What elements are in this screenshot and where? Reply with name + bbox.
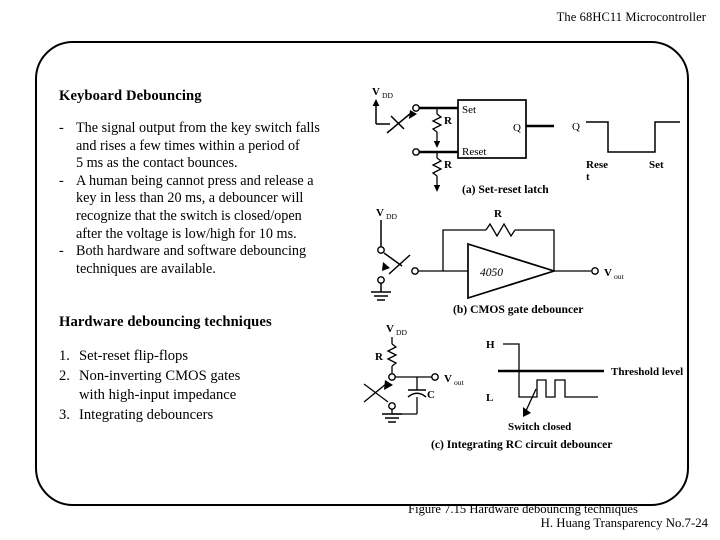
panel-c-level-low-label: L: [486, 392, 494, 404]
bullet-line: techniques are available.: [76, 260, 216, 277]
list-item: [59, 243, 369, 278]
panel-a-r1-zigzag: [433, 114, 441, 132]
bullet-line: A human being cannot press and release a: [76, 172, 314, 189]
panel-b-vdd-label: V: [376, 207, 384, 219]
list-line: Non-inverting CMOS gates: [79, 367, 241, 384]
panel-a-q-waveform: [586, 122, 680, 152]
list-number: 1.: [59, 348, 70, 365]
panel-b-switch-cross: [389, 255, 410, 274]
list-item: [59, 347, 369, 367]
panel-b-caption: (b) CMOS gate debouncer: [453, 303, 584, 316]
bullet-list: [59, 120, 369, 278]
panel-b-resistor-zigzag: [486, 224, 515, 236]
panel-a-set-label: Set: [462, 104, 477, 116]
panel-c-vout-subscript: out: [454, 378, 464, 387]
panel-a-r1-label: R: [444, 115, 452, 127]
panel-a-vdd-subscript: DD: [382, 91, 393, 100]
panel-b-node-terminal: [412, 268, 418, 274]
list-number: 3.: [59, 406, 70, 423]
text-column: [59, 88, 369, 425]
panel-a-bottom-terminal: [413, 149, 419, 155]
panel-c-cap-plate-bottom: [408, 393, 426, 397]
list-item: [59, 173, 369, 243]
panel-b-vout-subscript: out: [614, 272, 624, 281]
panel-b-resistor-label: R: [494, 208, 502, 220]
panel-c-caption: (c) Integrating RC circuit debouncer: [431, 438, 613, 451]
bullet-line: after the voltage is low/high for 10 ms.: [76, 225, 297, 242]
panel-a-top-terminal: [413, 105, 419, 111]
section-heading-hardware-techniques: Hardware debouncing techniques: [59, 314, 272, 331]
panel-b-ground-terminal: [378, 277, 384, 283]
panel-c-vdd-label: V: [386, 323, 394, 335]
panel-b-feedback-left: [443, 230, 486, 271]
panel-c-ground-icon: [382, 414, 402, 422]
list-line: with high-input impedance: [79, 387, 237, 404]
panel-c-switch-arrow-icon: [384, 380, 393, 390]
list-line: Integrating debouncers: [79, 406, 214, 423]
panel-c-resistor-zigzag: [388, 344, 396, 366]
page-header-title: The 68HC11 Microcontroller: [556, 10, 706, 24]
panel-b-vout-label: V: [604, 267, 612, 279]
panel-a-set-reset-latch: [358, 78, 688, 200]
panel-c-node-top-terminal: [389, 374, 395, 380]
numbered-list: [59, 347, 369, 425]
list-item: [59, 367, 369, 406]
panel-c-threshold-label: Threshold level: [611, 366, 684, 378]
figure-hardware-debouncing: [358, 78, 688, 516]
panel-b-top-terminal: [378, 247, 384, 253]
bullet-dash-icon: -: [59, 243, 64, 260]
panel-a-reset-label: Reset: [462, 146, 487, 158]
list-item: [59, 406, 369, 426]
panel-b-gate-label: 4050: [480, 267, 503, 279]
page-footer: H. Huang Transparency No.7-24: [540, 516, 708, 530]
panel-b-vdd-subscript: DD: [386, 212, 397, 221]
panel-c-vout-label: V: [444, 373, 452, 385]
panel-a-wave-set-label: Set: [649, 159, 664, 171]
figure-caption: Figure 7.15 Hardware debouncing techniques: [408, 502, 638, 516]
panel-c-capacitor-label: C: [427, 389, 435, 401]
panel-c-vdd-subscript: DD: [396, 328, 407, 337]
panel-c-output-terminal: [432, 374, 438, 380]
panel-a-caption: (a) Set-reset latch: [462, 183, 549, 196]
panel-a-vdd-arrow-icon: [373, 99, 380, 106]
panel-a-wave-reset-label-line2: t: [586, 171, 590, 183]
list-item: [59, 120, 369, 173]
panel-a-r2-ground-arrow-icon: [434, 185, 440, 192]
panel-b-cmos-gate-debouncer: [358, 200, 688, 318]
list-number: 2.: [59, 367, 70, 384]
section-heading-keyboard-debouncing: Keyboard Debouncing: [59, 88, 202, 104]
bullet-dash-icon: -: [59, 120, 64, 136]
bullet-line: and rises a few times within a period of: [76, 137, 300, 154]
panel-c-annotation-label: Switch closed: [508, 421, 572, 433]
panel-c-level-high-label: H: [486, 339, 495, 351]
panel-b-switch-arrow-icon: [382, 262, 390, 271]
panel-a-q-label: Q: [513, 122, 521, 134]
panel-a-vdd-label: V: [372, 86, 380, 98]
panel-a-r1-ground-arrow-icon: [434, 141, 440, 148]
panel-a-switch-cross: [391, 116, 404, 129]
panel-c-rc-debouncer: [358, 318, 688, 453]
panel-a-r2-label: R: [444, 159, 452, 171]
panel-c-resistor-label: R: [375, 351, 383, 363]
panel-a-wave-q-label: Q: [572, 121, 580, 133]
bullet-line: 5 ms as the contact bounces.: [76, 155, 238, 172]
list-line: Set-reset flip-flops: [79, 348, 189, 365]
panel-c-annotation-leader: [525, 389, 536, 413]
panel-b-ground-icon: [371, 292, 391, 300]
panel-a-r2-zigzag: [433, 158, 441, 176]
bullet-line: The signal output from the key switch falls: [76, 120, 320, 136]
panel-b-output-terminal: [592, 268, 598, 274]
panel-a-wave-reset-label-line1: Rese: [586, 159, 608, 171]
bullet-line: Both hardware and software debouncing: [76, 243, 307, 260]
bullet-line: key in less than 20 ms, a debouncer will: [76, 190, 304, 207]
panel-c-node-bottom-terminal: [389, 403, 395, 409]
bullet-dash-icon: -: [59, 172, 64, 189]
bullet-line: recognize that the switch is closed/open: [76, 207, 302, 224]
